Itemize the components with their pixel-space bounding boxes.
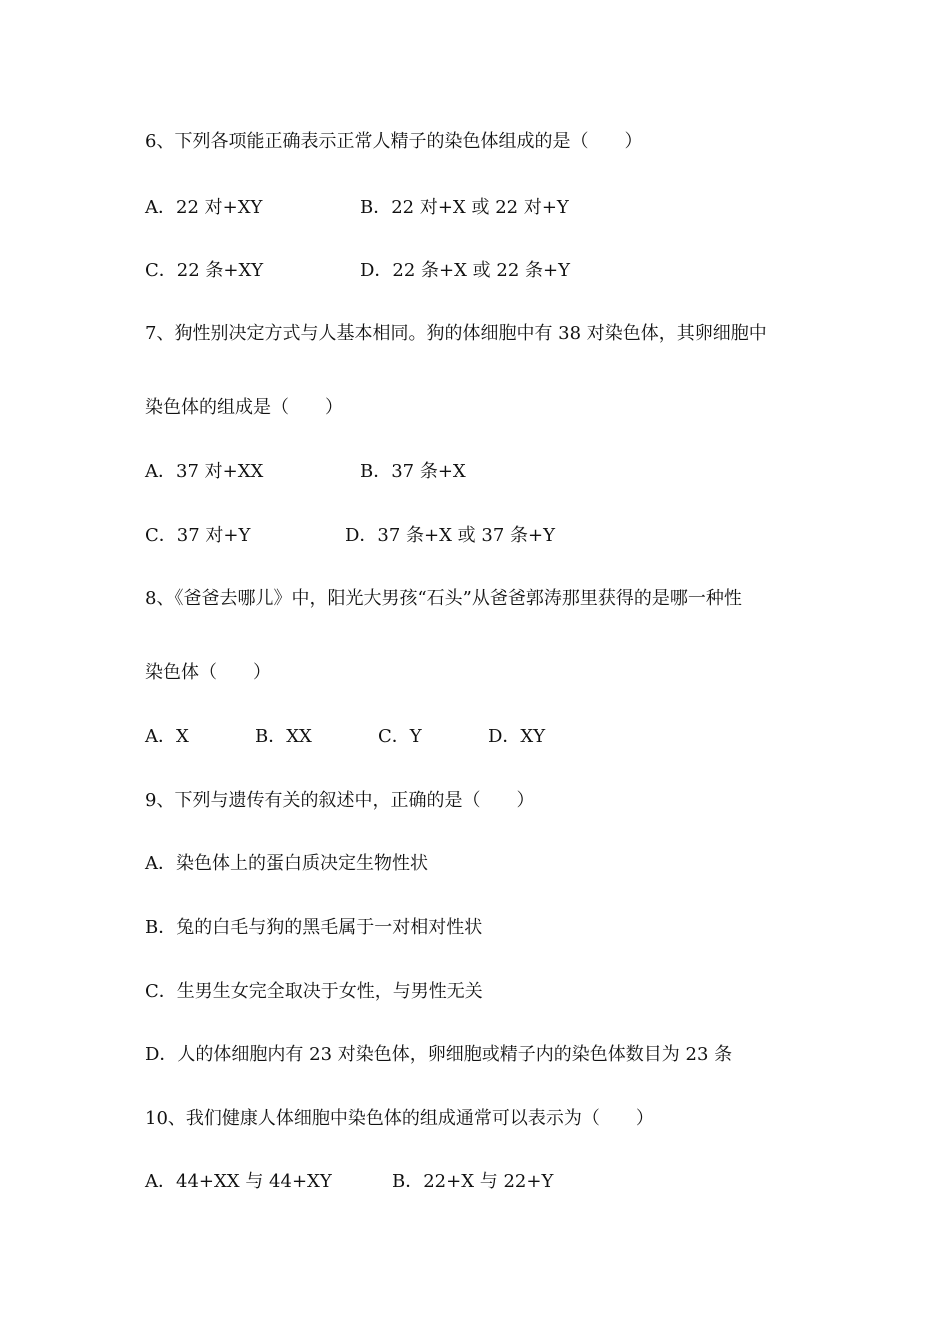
question-9-option-c: C．生男生女完全取决于女性，与男性无关 — [145, 981, 483, 1002]
question-6-option-a: A．22 对+XY — [145, 197, 263, 218]
question-9-option-b: B．兔的白毛与狗的黑毛属于一对相对性状 — [145, 917, 483, 938]
question-9-stem: 9、下列与遗传有关的叙述中，正确的是（ ） — [145, 790, 535, 811]
question-7-option-d: D．37 条+X 或 37 条+Y — [345, 525, 555, 546]
question-8-option-d: D．XY — [488, 726, 546, 747]
question-8-option-b: B．XX — [255, 726, 312, 747]
question-10-stem: 10、我们健康人体细胞中染色体的组成通常可以表示为（ ） — [145, 1108, 654, 1129]
question-7-option-a: A．37 对+XX — [145, 461, 264, 482]
question-10-option-b: B．22+X 与 22+Y — [392, 1171, 554, 1192]
question-9-option-a: A．染色体上的蛋白质决定生物性状 — [145, 853, 428, 874]
question-10-option-a: A．44+XX 与 44+XY — [145, 1171, 332, 1192]
question-8-stem-line-2: 染色体（ ） — [145, 662, 271, 683]
question-8-option-a: A．X — [145, 726, 189, 747]
question-8-option-c: C．Y — [378, 726, 422, 747]
question-7-option-b: B．37 条+X — [360, 461, 466, 482]
question-6-option-d: D．22 条+X 或 22 条+Y — [360, 260, 570, 281]
question-6-option-c: C．22 条+XY — [145, 260, 264, 281]
question-9-option-d: D．人的体细胞内有 23 对染色体，卵细胞或精子内的染色体数目为 23 条 — [145, 1044, 733, 1065]
question-7-stem-line-2: 染色体的组成是（ ） — [145, 397, 343, 418]
question-6-option-b: B．22 对+X 或 22 对+Y — [360, 197, 569, 218]
question-7-stem-line-1: 7、狗性别决定方式与人基本相同。狗的体细胞中有 38 对染色体，其卵细胞中 — [145, 323, 767, 344]
question-6-stem: 6、下列各项能正确表示正常人精子的染色体组成的是（ ） — [145, 131, 643, 152]
question-8-stem-line-1: 8、《爸爸去哪儿》中，阳光大男孩“石头”从爸爸郭涛那里获得的是哪一种性 — [145, 588, 742, 609]
question-7-option-c: C．37 对+Y — [145, 525, 251, 546]
